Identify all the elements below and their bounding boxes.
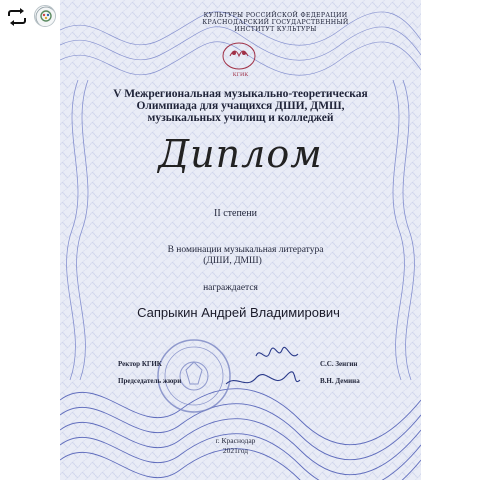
avatar-icon [35,6,56,27]
header-line: КУЛЬТУРЫ РОССИЙСКОЙ ФЕДЕРАЦИИ [203,12,348,19]
signature-person: В.Н. Демина [320,377,360,385]
diploma-title: Диплом [158,132,323,176]
olympiad-title-line: Олимпиада для учащихся ДШИ, ДМШ, [136,100,345,112]
awarded-text: награждается [203,283,258,293]
recipient-name: Сапрыкин Андрей Владимирович [137,305,340,320]
emblem-label: КГИК [232,72,249,78]
signature-role: Председатель жюри [118,377,182,385]
place: г. Краснодар [215,436,256,445]
header-line: ИНСТИТУТ КУЛЬТУРЫ [234,26,317,33]
repost-icon[interactable] [6,8,28,26]
year: 2021год [222,446,249,455]
degree: II степени [214,208,257,219]
signature-role: Ректор КГИК [118,360,162,368]
olympiad-title-line: V Межрегиональная музыкально-теоретическая [113,88,368,100]
nomination-line: В номинации музыкальная литература [167,245,324,255]
olympiad-title-line: музыкальных училищ и колледжей [147,112,334,124]
header-line: КРАСНОДАРСКИЙ ГОСУДАРСТВЕННЫЙ [202,19,349,26]
nomination-line: (ДШИ, ДМШ) [203,256,262,266]
diploma-image [60,0,421,480]
signature-person: С.С. Зенгин [320,360,358,368]
avatar[interactable] [34,5,56,27]
